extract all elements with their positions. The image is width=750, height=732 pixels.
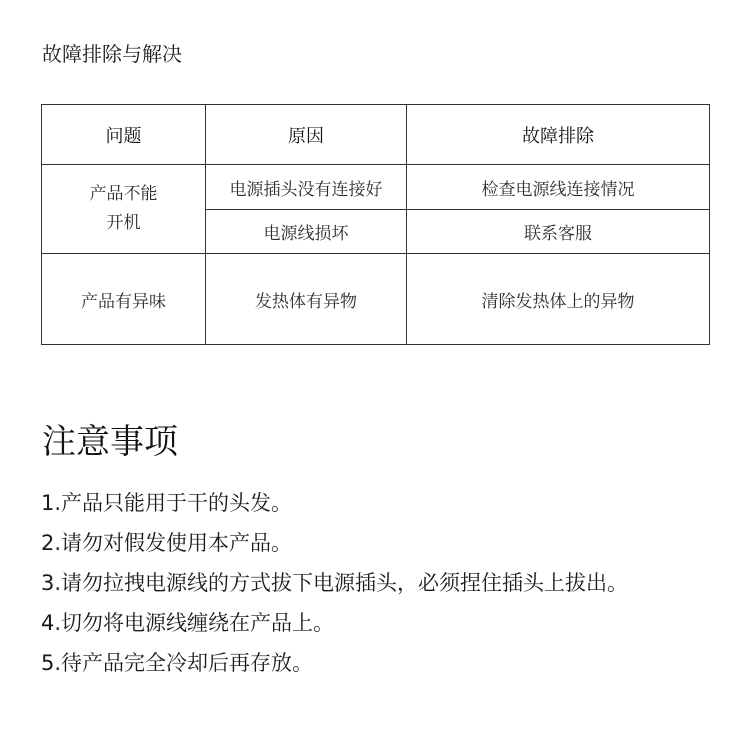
solution-cell: 清除发热体上的异物: [407, 254, 710, 345]
cause-cell: 电源线损坏: [206, 210, 407, 254]
note-item: 5.待产品完全冷却后再存放。: [41, 651, 314, 675]
table-row: [42, 165, 710, 210]
note-item: 1.产品只能用于干的头发。: [41, 491, 293, 515]
troubleshooting-table: [41, 104, 710, 345]
troubleshooting-title: 故障排除与解决: [42, 42, 182, 66]
table-header-row: [42, 105, 710, 165]
cause-cell: 发热体有异物: [206, 254, 407, 345]
header-cause: 原因: [206, 105, 407, 165]
problem-cell: [42, 165, 206, 254]
cause-cell: 电源插头没有连接好: [206, 165, 407, 210]
header-problem: 问题: [42, 105, 206, 165]
solution-cell: 联系客服: [407, 210, 710, 254]
notes-title: 注意事项: [42, 422, 178, 462]
note-item: 4.切勿将电源线缠绕在产品上。: [41, 611, 335, 635]
solution-cell: 检查电源线连接情况: [407, 165, 710, 210]
table-row: [42, 254, 710, 345]
problem-cell: 产品有异味: [42, 254, 206, 345]
note-item: 3.请勿拉拽电源线的方式拔下电源插头，必须捏住插头上拔出。: [41, 571, 629, 595]
notes-list: [41, 486, 628, 686]
note-item: 2.请勿对假发使用本产品。: [41, 531, 293, 555]
header-solution: 故障排除: [407, 105, 710, 165]
problem-text-line2: 开机: [106, 213, 141, 233]
problem-text-line1: 产品不能: [89, 184, 158, 204]
